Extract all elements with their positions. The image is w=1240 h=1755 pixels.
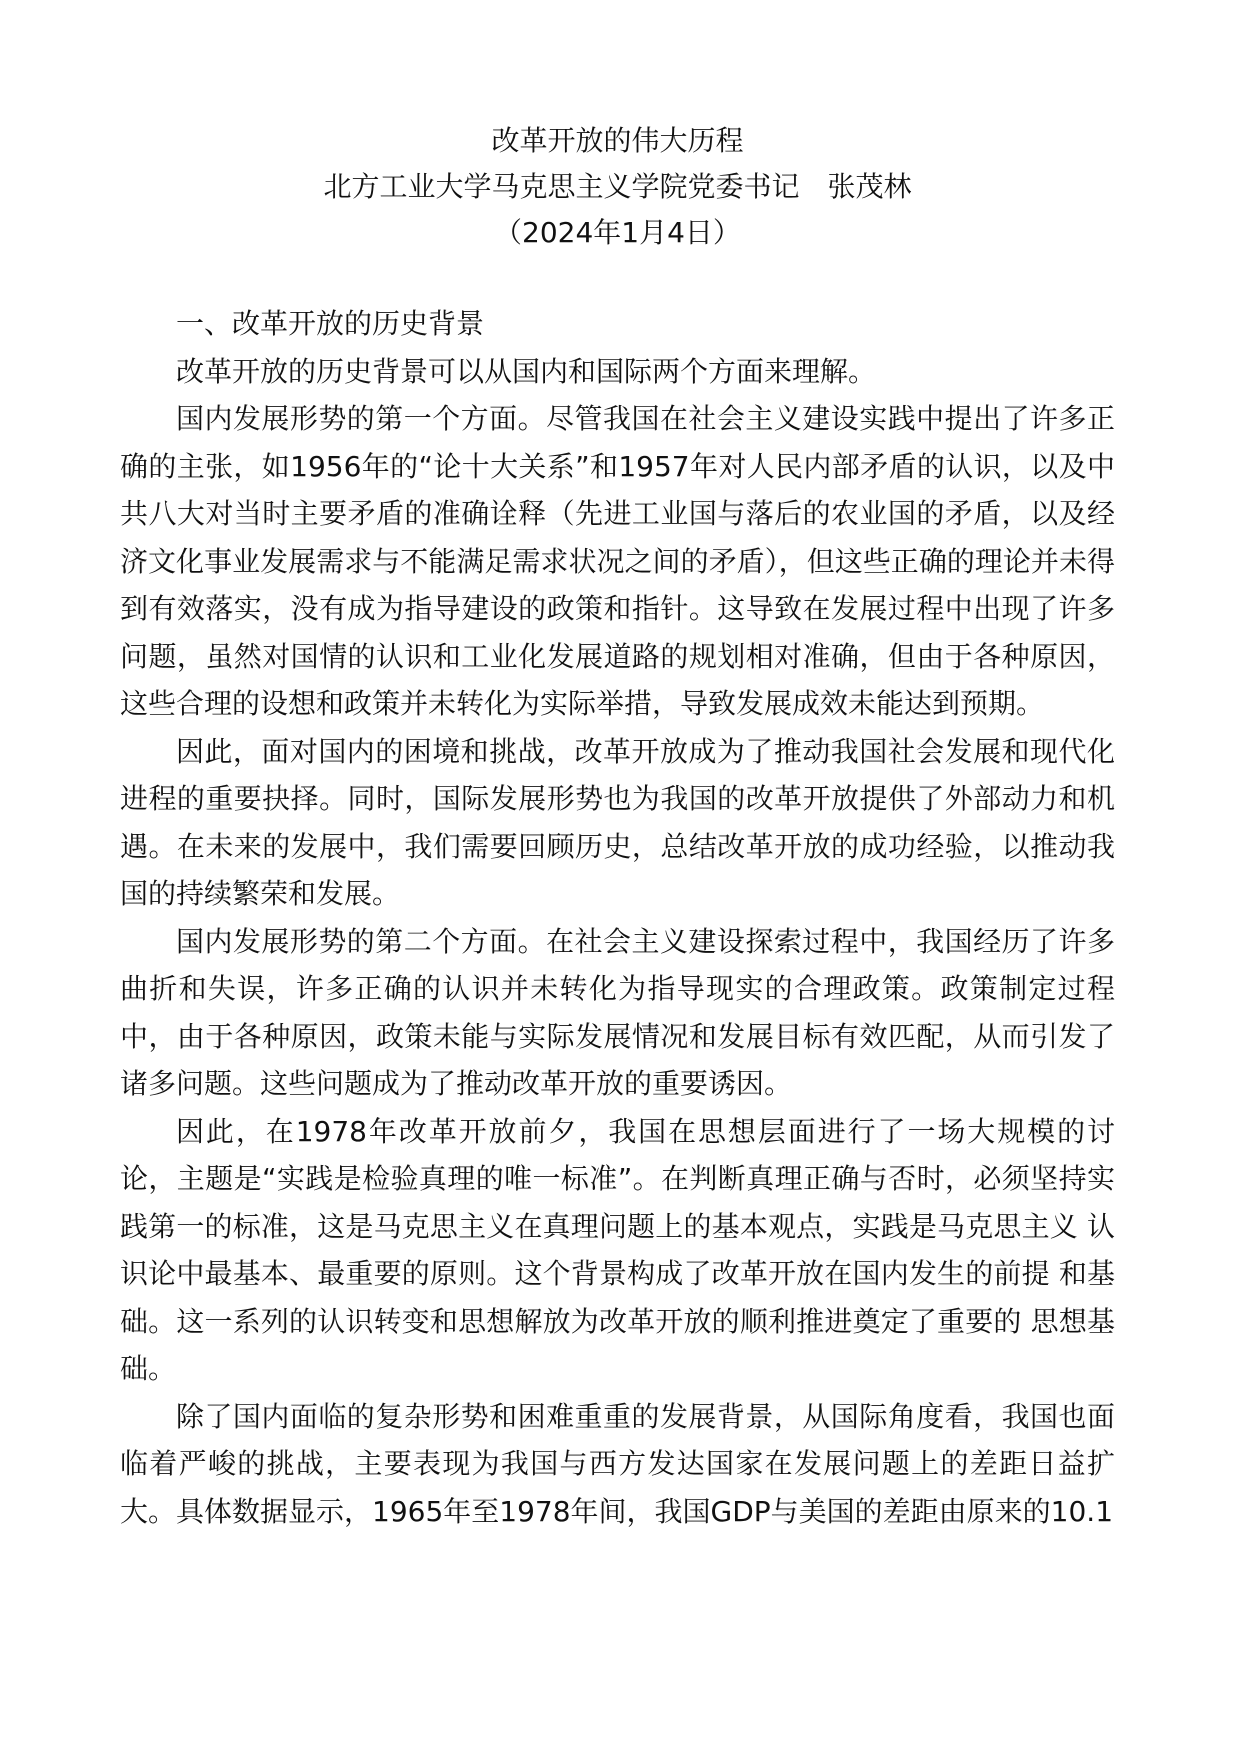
paragraph: 国内发展形势的第二个方面。在社会主义建设探索过程中，我国经历了许多曲折和失误，许多正确的认识并未转化为指导现实的合理政策。政策制定过程中，由于各种原因，政策未能与实际发展情况和发展目标有效匹配，从而引发了诸多问题。这些问题成为了推动改革开放的重要诱因。 bbox=[120, 924, 1115, 1100]
document-date: （2024年1月4日） bbox=[494, 216, 741, 249]
section-heading: 一、改革开放的历史背景 bbox=[176, 307, 485, 340]
paragraph: 除了国内面临的复杂形势和困难重重的发展背景，从国际角度看，我国也面临着严峻的挑战，主要表现为我国与西方发达国家在发展问题上的差距日益扩大。具体数据显示，1965年至1978年间，我国GDP与美国的差距由原来的10.1 bbox=[120, 1399, 1115, 1528]
paragraph: 因此，在1978年改革开放前夕，我国在思想层面进行了一场大规模的讨论，主题是“实践是检验真理的唯一标准”。在判断真理正确与否时，必须坚持实践第一的标准，这是马克思主义在真理问题上的基本观点，实践是马克思主义 认识论中最基本、最重要的原则。这个背景构成了改革开放在国内发生的前提 和基础。这一系列的认识转变和思想解放为改革开放的顺利推进奠定了重要的 思想基础。 bbox=[120, 1114, 1115, 1385]
document-title: 改革开放的伟大历程 bbox=[491, 124, 744, 157]
paragraph: 国内发展形势的第一个方面。尽管我国在社会主义建设实践中提出了许多正确的主张，如1956年的“论十大关系”和1957年对人民内部矛盾的认识，以及中共八大对当时主要矛盾的准确诠释（先进工业国与落后的农业国的矛盾，以及经济文化事业发展需求与不能满足需求状况之间的矛盾），但这些正确的理论并未得到有效落实，没有成为指导建设的政策和指针。这导致在发展过程中出现了许多问题，虽然对国情的认识和工业化发展道路的规划相对准确，但由于各种原因，这些合理的设想和政策并未转化为实际举措，导致发展成效未能达到预期。 bbox=[120, 402, 1115, 720]
author-name: 张茂林 bbox=[827, 170, 912, 203]
author-line bbox=[120, 164, 1115, 210]
document-body bbox=[120, 300, 1115, 1535]
author-affiliation: 北方工业大学马克思主义学院党委书记 bbox=[323, 170, 800, 203]
paragraph: 改革开放的历史背景可以从国内和国际两个方面来理解。 bbox=[176, 354, 877, 388]
document-header bbox=[120, 118, 1115, 256]
paragraph: 因此，面对国内的困境和挑战，改革开放成为了推动我国社会发展和现代化进程的重要抉择。同时，国际发展形势也为我国的改革开放提供了外部动力和机遇。在未来的发展中，我们需要回顾历史，总结改革开放的成功经验，以推动我国的持续繁荣和发展。 bbox=[120, 734, 1115, 910]
